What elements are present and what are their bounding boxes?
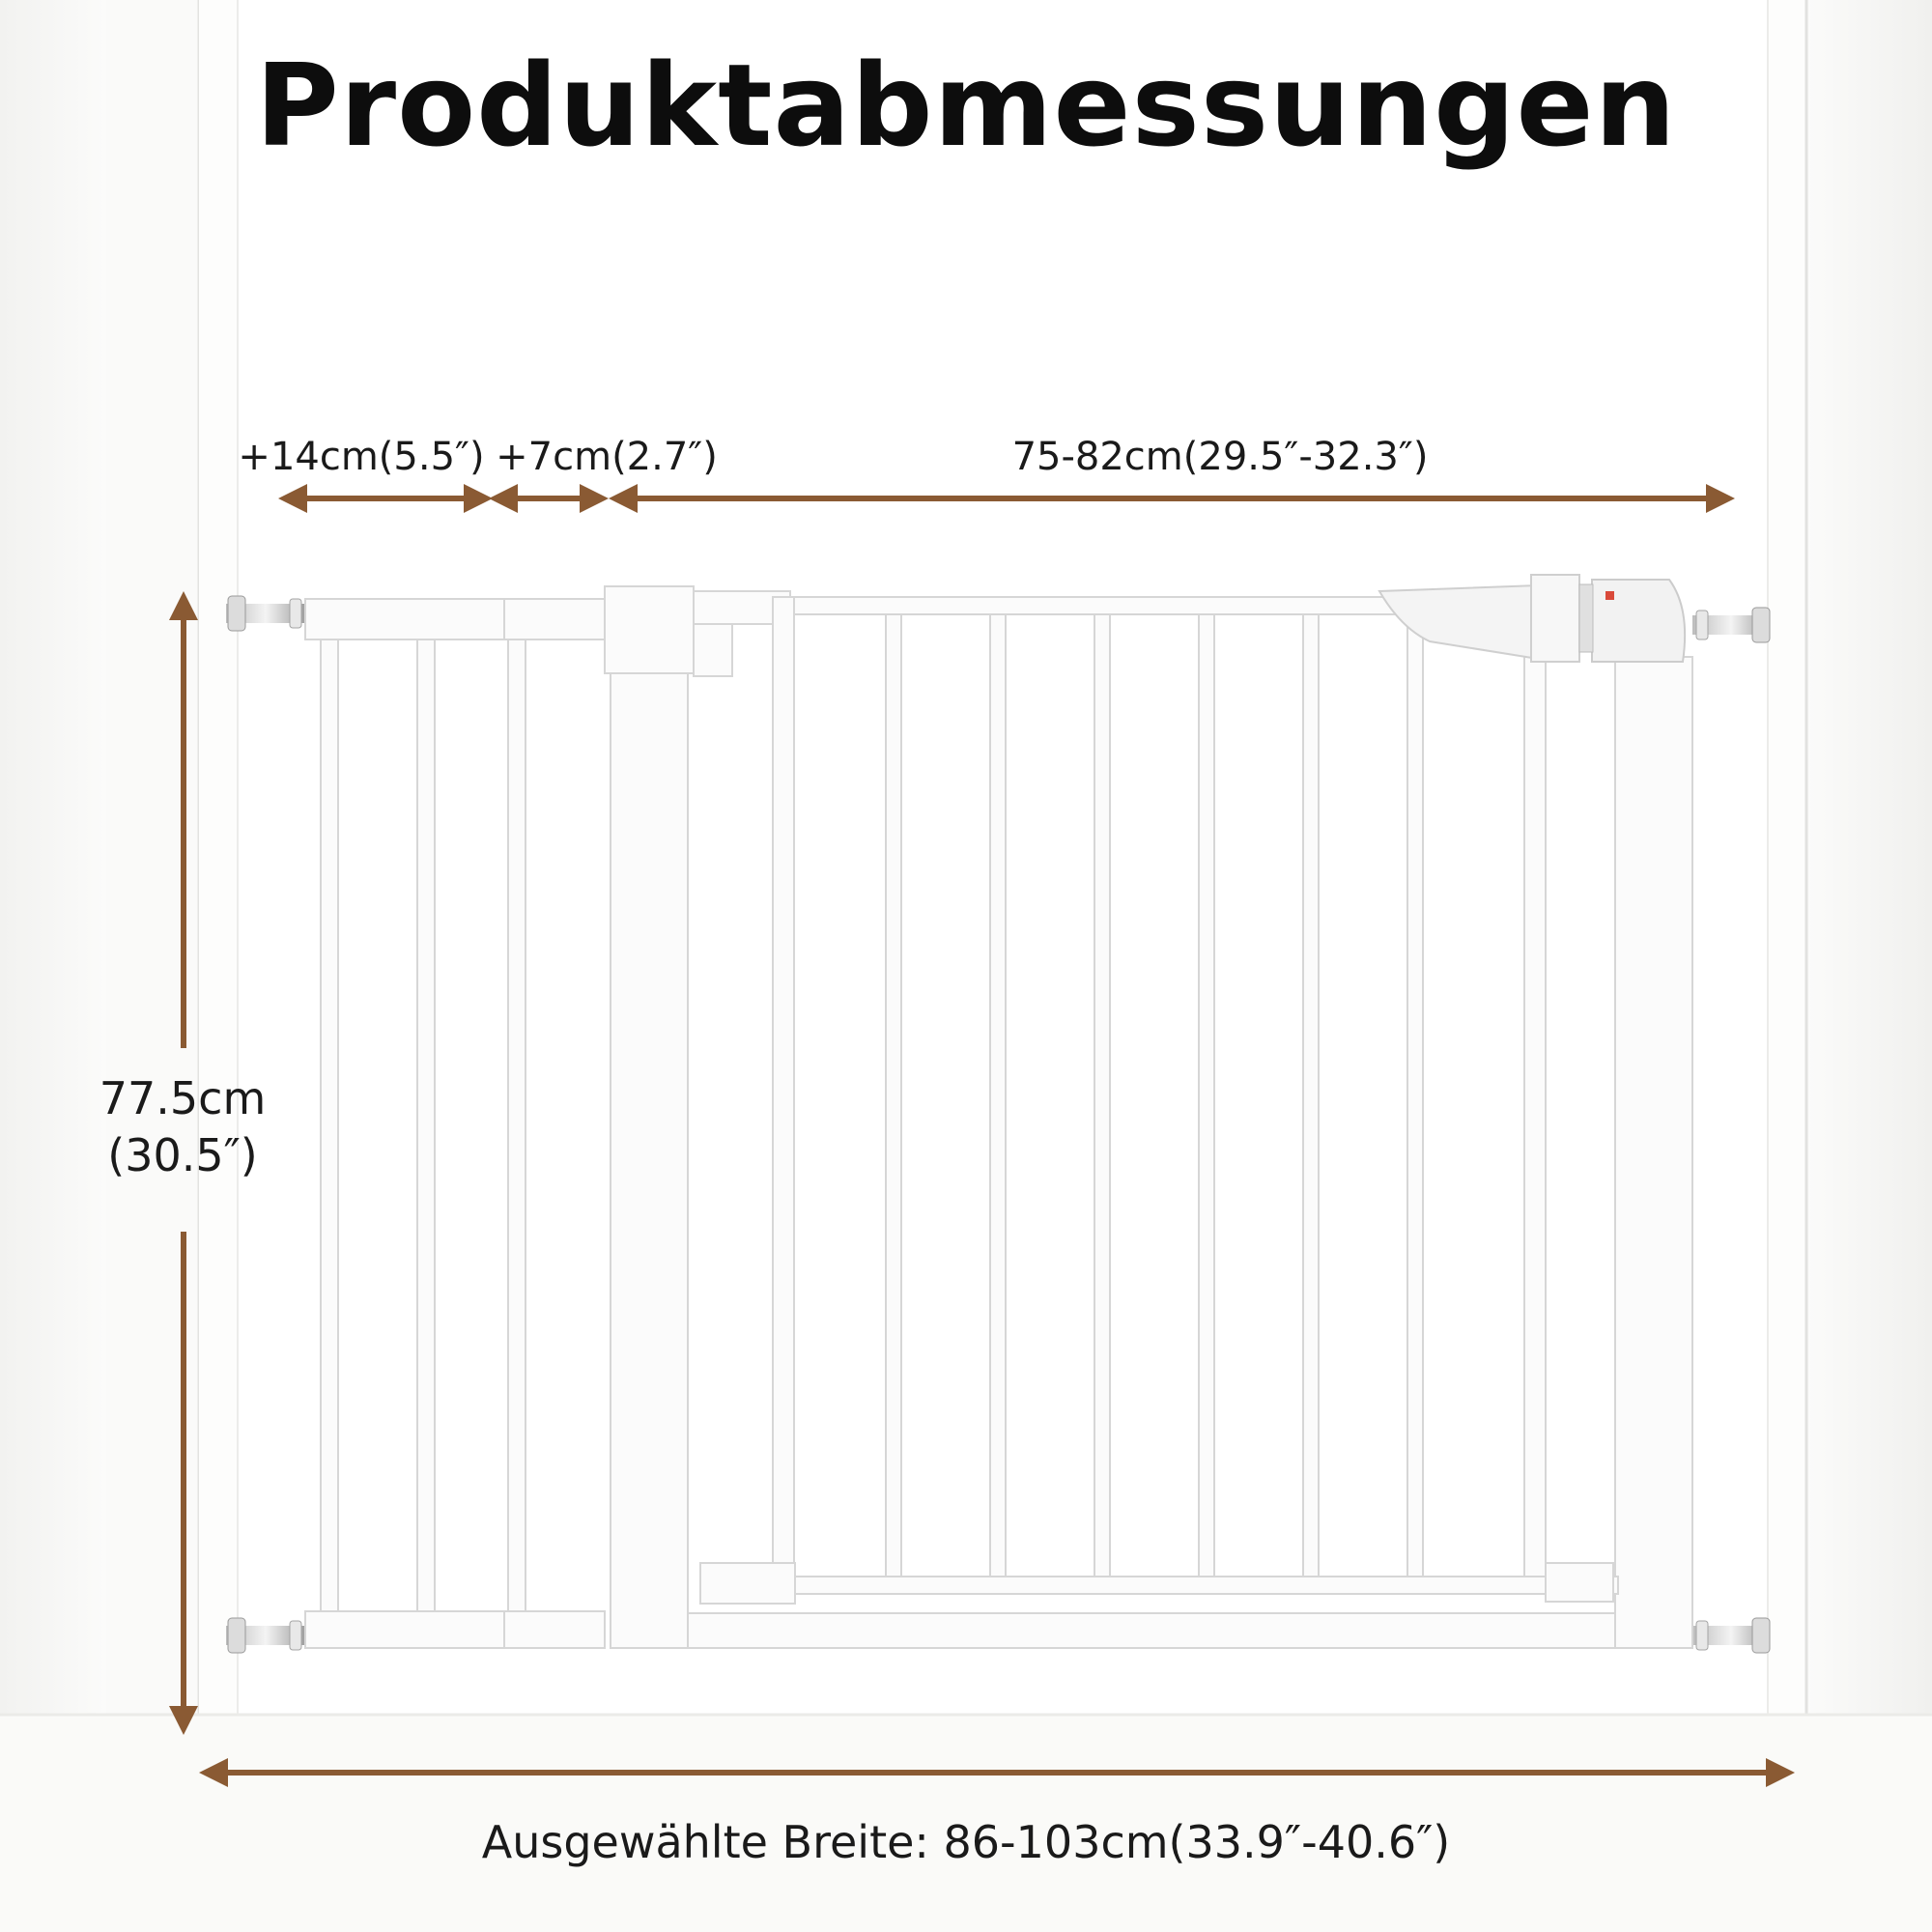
height-cm: 77.5cm	[99, 1072, 267, 1124]
extension-14-label: +14cm(5.5″)	[238, 435, 485, 479]
gate-width-label: 75-82cm(29.5″-32.3″)	[1011, 435, 1429, 479]
latch-handle	[1379, 575, 1685, 662]
extension-7-label: +7cm(2.7″)	[496, 435, 718, 479]
height-in: (30.5″)	[107, 1128, 258, 1181]
height-label	[97, 1070, 269, 1184]
page-title: Produktabmessungen	[255, 39, 1677, 172]
extension-panels	[305, 599, 605, 1648]
selected-width-label: Ausgewählte Breite: 86-103cm(33.9″-40.6″)	[481, 1816, 1451, 1868]
gate-door	[700, 597, 1618, 1604]
